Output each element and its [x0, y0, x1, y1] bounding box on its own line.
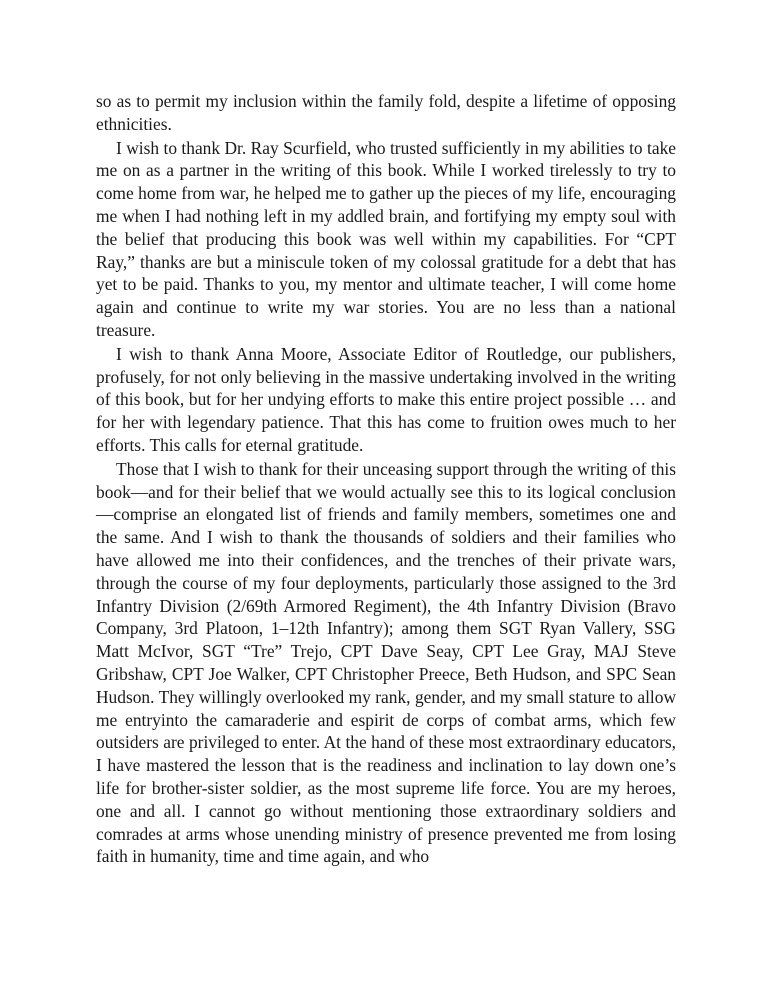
paragraph-continuation: so as to permit my inclusion within the family fold, despite a lifetime of opposing ethnicities.: [96, 91, 676, 134]
paragraph-thanks-moore: I wish to thank Anna Moore, Associate Editor of Routledge, our publishers, profusely, for not only believing in the massive undertaking involved in the writing of this book, but for her undying efforts to make this entire project possible … and for her with legendary patience. That this has come to fruition owes much to her efforts. This calls for eternal gratitude.: [96, 343, 676, 455]
paragraph-thanks-soldiers: Those that I wish to thank for their unceasing support through the writing of this book—and for their belief that we would actually see this to its logical conclusion—comprise an elongated list of friends and family members, sometimes one and the same. And I wish to thank the thousands of soldiers and their families who have allowed me into their confidences, and the trenches of their private wars, through the course of my four deployments, particularly those assigned to the 3rd Infantry Division (2/69th Armored Regiment), the 4th Infantry Division (Bravo Company, 3rd Platoon, 1–12th Infantry); among them SGT Ryan Vallery, SSG Matt McIvor, SGT “Tre” Trejo, CPT Dave Seay, CPT Lee Gray, MAJ Steve Gribshaw, CPT Joe Walker, CPT Christopher Preece, Beth Hudson, and SPC Sean Hudson. They willingly overlooked my rank, gender, and my small stature to allow me entryinto the camaraderie and espirit de corps of combat arms, which few outsiders are privileged to enter. At the hand of these most extraordinary educators, I have mastered the lesson that is the readiness and inclination to lay down one’s life for brother-sister soldier, as the most supreme life force. You are my heroes, one and all. I cannot go without mentioning those extraordinary soldiers and comrades at arms whose unending ministry of presence prevented me from losing faith in humanity, time and time again, and who: [96, 458, 676, 867]
paragraph-thanks-scurfield: I wish to thank Dr. Ray Scurfield, who trusted sufficiently in my abilities to take me on as a partner in the writing of this book. While I worked tirelessly to try to come home from war, he helped me to gather up the pieces of my life, encouraging me when I had nothing left in my addled brain, and fortifying my empty soul with the belief that producing this book was well within my capabilities. For “CPT Ray,” thanks are but a miniscule token of my colossal gratitude for a debt that has yet to be paid. Thanks to you, my mentor and ultimate teacher, I will come home again and continue to write my war stories. You are no less than a national treasure.: [96, 137, 676, 340]
page-body: [96, 90, 676, 868]
